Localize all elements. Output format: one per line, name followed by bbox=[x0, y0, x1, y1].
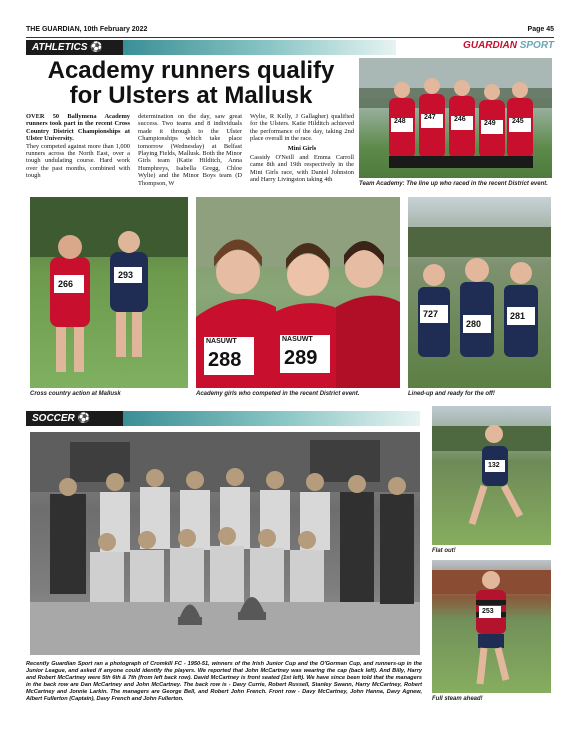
bib-number: 289 bbox=[284, 347, 318, 369]
bib-number: 245 bbox=[512, 118, 524, 125]
athletics-section-bar bbox=[26, 40, 396, 55]
athletics-label: ATHLETICS ⚽ bbox=[26, 40, 123, 55]
headline-line-2: for Ulsters at Mallusk bbox=[69, 82, 313, 109]
article-lead: OVER 50 Ballymena Academy runners took part in the recent Cross Country District Championships at Ulster University. bbox=[26, 113, 130, 143]
article-text: determination on the day, saw great success. Two teams and 8 individuals made it through to the Ulster Championships which take place tomorrow (Wednesday) at Belfast Playing Fields, Mallusk. Both the Minor Girls team (Katie Hilditch, Anna Humphreys, Isabella Gregg, Chloe Wylie) and the Minor Boys team (D Thompson, W bbox=[138, 113, 242, 187]
flat-out-photo bbox=[432, 406, 551, 545]
article-column-2 bbox=[138, 113, 242, 187]
article-text: Cassidy O'Neill and Emma Carroll came 8th and 19th respectively in the Mini Girls race, with Daniel Johnston and Harry Livingston taking 4th bbox=[250, 154, 354, 184]
bib-number: 246 bbox=[454, 116, 466, 123]
caption-full-steam: Full steam ahead! bbox=[432, 696, 483, 702]
bib-number: 281 bbox=[510, 311, 526, 321]
section-gradient bbox=[123, 411, 420, 426]
action-photo-graphic bbox=[30, 197, 188, 388]
publication-date: THE GUARDIAN, 10th February 2022 bbox=[26, 26, 148, 33]
bib-number: 249 bbox=[484, 120, 496, 127]
caption-team-academy: Team Academy: The line up who raced in the recent District event. bbox=[359, 181, 548, 187]
bib-number: 280 bbox=[466, 319, 482, 329]
bib-number: 253 bbox=[482, 608, 494, 615]
caption-soccer-photo: Recently Guardian Sport ran a photograph of Cromkill FC - 1950-51, winners of the Irish Junior Cup and the O'Gorman Cup, and runners-up in the Junior League, and asked if anyone could identify the players. We reported that John McCartney was wearing the cap (back left). And Billy, Harry and Robert McCartney were 5th 6th & 7th (from left back row). David McCartney is front seated (1st left). We have since been told that the managers in the back row are Dan McCartney and John McCartney. The back row is - Davy Currie, Robert Russell, Stanley Swann, Harry McCartney, Robert McCartney and Jonnie Larkin. The managers are George Bell, and Robert John French. Front row - Davy McCartney, John Hanna, Davy Agnew, Albert Fullerton (Captain), Davy French and John Fullerton. bbox=[26, 661, 422, 702]
bib-sponsor: NASUWT bbox=[282, 336, 313, 343]
flat-out-graphic bbox=[432, 406, 551, 545]
soccer-photo-graphic bbox=[30, 432, 420, 655]
boys-photo-graphic bbox=[408, 197, 551, 388]
cross-country-action-photo bbox=[30, 197, 188, 388]
article-column-1 bbox=[26, 113, 130, 180]
full-steam-graphic bbox=[432, 560, 551, 693]
article-text: Wylie, R Kelly, J Gallagher) qualified for the Ulsters. Katie Hilditch achieved the performance of the day, taking 2nd place overall in the race. bbox=[250, 113, 354, 143]
bib-sponsor: NASUWT bbox=[206, 338, 237, 345]
full-steam-photo bbox=[432, 560, 551, 693]
article-headline bbox=[26, 58, 356, 108]
academy-girls-photo bbox=[196, 197, 400, 388]
section-gradient bbox=[123, 40, 396, 55]
caption-lined-up: Lined-up and ready for the off! bbox=[408, 391, 495, 397]
page-number: Page 45 bbox=[527, 26, 554, 33]
article-column-3 bbox=[250, 113, 354, 184]
caption-academy-girls: Academy girls who competed in the recent District event. bbox=[196, 391, 360, 397]
bib-number: 266 bbox=[58, 279, 74, 289]
article-text: They competed against more than 1,000 runners across the North East, over a tough undulating course. Hard work over the past months, combined with tough bbox=[26, 142, 130, 180]
bib-number: 248 bbox=[394, 118, 406, 125]
article-subheading: Mini Girls bbox=[287, 144, 317, 152]
caption-cross-country: Cross country action at Mallusk bbox=[30, 391, 121, 397]
soccer-section-bar bbox=[26, 411, 420, 426]
header-rule bbox=[26, 37, 554, 38]
bib-number: 132 bbox=[488, 462, 500, 469]
bib-number: 727 bbox=[423, 309, 439, 319]
bib-number: 288 bbox=[208, 349, 242, 371]
cromkill-fc-team-photo bbox=[30, 432, 420, 655]
guardian-sport-brand: GUARDIAN SPORT bbox=[463, 40, 554, 51]
bib-number: 293 bbox=[118, 270, 134, 280]
caption-flat-out: Flat out! bbox=[432, 548, 456, 554]
headline-line-1: Academy runners qualify bbox=[47, 57, 335, 84]
soccer-label: SOCCER ⚽ bbox=[26, 411, 123, 426]
bib-number: 247 bbox=[424, 114, 436, 121]
lined-up-photo bbox=[408, 197, 551, 388]
